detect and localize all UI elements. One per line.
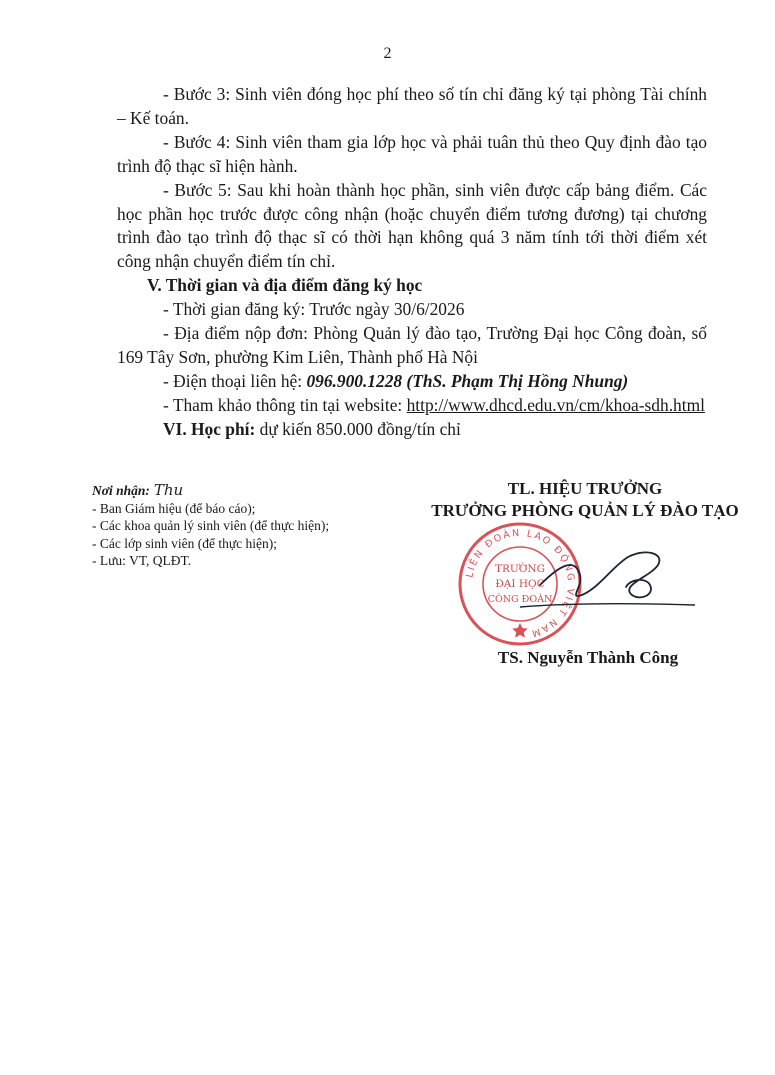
handwritten-signature-icon: [520, 545, 695, 615]
recipient-item: - Lưu: VT, QLĐT.: [92, 553, 192, 569]
website-link[interactable]: http://www.dhcd.edu.vn/cm/khoa-sdh.html: [406, 394, 705, 415]
recipients-block: [92, 482, 329, 570]
contact-phone-value: 096.900.1228 (ThS. Phạm Thị Hồng Nhung): [306, 370, 629, 391]
section-6-heading: VI. Học phí:: [163, 418, 256, 439]
step-3-paragraph: - Bước 3: Sinh viên đóng học phí theo số tín chỉ đăng ký tại phòng Tài chính – Kế toán.: [117, 84, 707, 128]
stamp-line-2: ĐẠI HỌC: [495, 578, 545, 590]
recipients-initial-mark: Thu: [153, 481, 184, 499]
contact-phone-label: - Điện thoại liên hệ:: [163, 370, 307, 391]
recipients-label: Nơi nhận:: [92, 483, 150, 498]
step-5-paragraph: - Bước 5: Sau khi hoàn thành học phần, sinh viên được cấp bảng điểm. Các học phần học trước được công nhận (hoặc chuyển điểm tương đương) tại chương trình đào tạo trình độ thạc sĩ có thời hạn không quá 3 năm tính tới thời điểm xét công nhận chuyển điểm tín chỉ.: [117, 179, 707, 272]
submission-location: - Địa điểm nộp đơn: Phòng Quản lý đào tạo, Trường Đại học Công đoàn, số 169 Tây Sơn, phường Kim Liên, Thành phố Hà Nội: [117, 323, 707, 367]
website-line: [117, 394, 707, 418]
contact-phone-line: [117, 370, 707, 394]
recipient-item: - Các khoa quản lý sinh viên (để thực hiện);: [92, 518, 330, 534]
document-body: [117, 83, 707, 442]
stamp-ring-text: LIÊN ĐOÀN LAO ĐỘNG VIỆT NAM: [464, 527, 577, 639]
section-5-heading: V. Thời gian và địa điểm đăng ký học: [147, 275, 423, 296]
stamp-line-1: TRƯỜNG: [495, 563, 545, 575]
page-number: 2: [383, 45, 392, 62]
signature-title-line-1: TL. HIỆU TRƯỞNG: [507, 479, 663, 498]
recipient-item: - Ban Giám hiệu (để báo cáo);: [92, 500, 256, 516]
signature-title-block: [400, 478, 770, 522]
step-4-paragraph: - Bước 4: Sinh viên tham gia lớp học và phải tuân thủ theo Quy định đào tạo trình độ thạc sĩ hiện hành.: [117, 131, 707, 176]
signature-title-line-2: TRƯỞNG PHÒNG QUẢN LÝ ĐÀO TẠO: [431, 501, 739, 520]
stamp-line-3: CÔNG ĐOÀN: [487, 594, 553, 605]
tuition-line: [117, 418, 707, 442]
website-label: - Tham khảo thông tin tại website:: [163, 394, 407, 415]
recipients-heading: [92, 482, 329, 500]
recipient-item: - Các lớp sinh viên (để thực hiện);: [92, 535, 278, 551]
tuition-value: dự kiến 850.000 đồng/tín chỉ: [255, 418, 461, 439]
signer-name: TS. Nguyễn Thành Công: [497, 648, 679, 667]
registration-deadline: - Thời gian đăng ký: Trước ngày 30/6/2026: [163, 299, 465, 320]
